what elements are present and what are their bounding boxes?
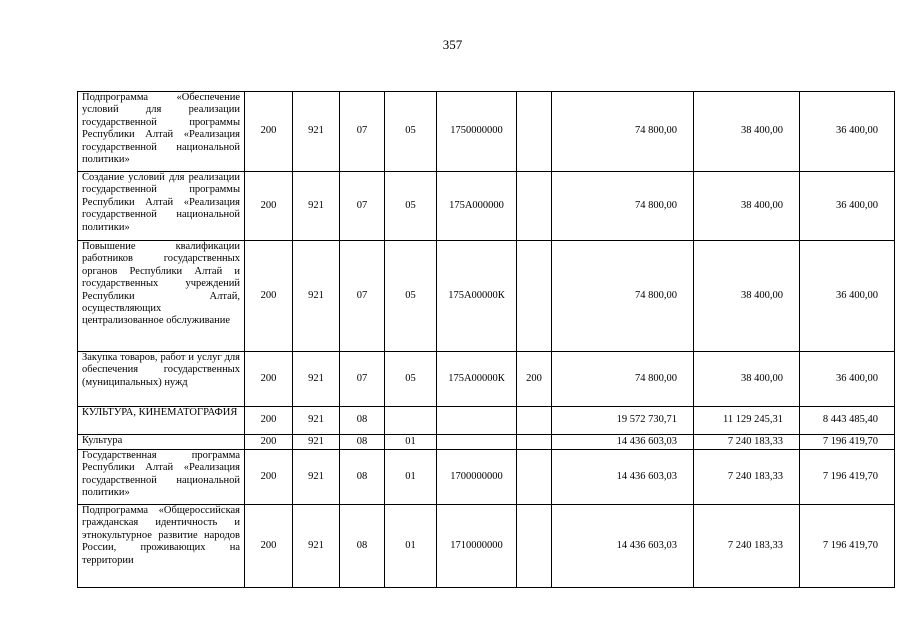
- cell-c3: 07: [340, 241, 385, 352]
- cell-c2: 921: [293, 172, 340, 241]
- cell-v1: 74 800,00: [552, 241, 694, 352]
- cell-v3: 36 400,00: [800, 172, 895, 241]
- cell-c1: 200: [245, 435, 293, 450]
- cell-c1: 200: [245, 172, 293, 241]
- cell-c6: 200: [517, 352, 552, 407]
- cell-v1: 14 436 603,03: [552, 505, 694, 588]
- row-name: Подпрограмма «Общероссийская гражданская идентичность и этнокультурное развитие народов России, проживающих на территории: [78, 505, 245, 588]
- row-name: Подпрограмма «Обеспечение условий для реализации государственной программы Республики Алтай «Реализация государственной национальной политики»: [78, 92, 245, 172]
- cell-c6: [517, 92, 552, 172]
- table-row: [78, 352, 895, 407]
- cell-c1: 200: [245, 407, 293, 435]
- row-name: Закупка товаров, работ и услуг для обеспечения государственных (муниципальных) нужд: [78, 352, 245, 407]
- cell-c5: [437, 407, 517, 435]
- cell-c2: 921: [293, 435, 340, 450]
- cell-v2: 7 240 183,33: [694, 435, 800, 450]
- cell-v1: 74 800,00: [552, 172, 694, 241]
- cell-c5: 175А000000: [437, 172, 517, 241]
- row-name: Создание условий для реализации государственной программы Республики Алтай «Реализация государственной национальной политики»: [78, 172, 245, 241]
- table-row: [78, 450, 895, 505]
- cell-v3: 7 196 419,70: [800, 450, 895, 505]
- cell-c2: 921: [293, 352, 340, 407]
- cell-c4: 05: [385, 352, 437, 407]
- cell-c2: 921: [293, 407, 340, 435]
- cell-c1: 200: [245, 92, 293, 172]
- cell-c4: [385, 407, 437, 435]
- cell-v3: 8 443 485,40: [800, 407, 895, 435]
- table-row: [78, 407, 895, 435]
- cell-c3: 08: [340, 435, 385, 450]
- budget-table: [77, 91, 895, 588]
- cell-c4: 05: [385, 241, 437, 352]
- cell-v2: 38 400,00: [694, 172, 800, 241]
- row-name: КУЛЬТУРА, КИНЕМАТОГРАФИЯ: [78, 407, 245, 435]
- cell-v3: 7 196 419,70: [800, 435, 895, 450]
- cell-c5: 175А00000К: [437, 352, 517, 407]
- cell-c3: 08: [340, 407, 385, 435]
- cell-c6: [517, 450, 552, 505]
- cell-c6: [517, 407, 552, 435]
- cell-c4: 05: [385, 172, 437, 241]
- cell-c5: 175А00000К: [437, 241, 517, 352]
- cell-c5: 1700000000: [437, 450, 517, 505]
- cell-c1: 200: [245, 241, 293, 352]
- cell-c4: 01: [385, 450, 437, 505]
- cell-c1: 200: [245, 505, 293, 588]
- cell-v1: 74 800,00: [552, 352, 694, 407]
- cell-c2: 921: [293, 92, 340, 172]
- cell-v2: 7 240 183,33: [694, 505, 800, 588]
- cell-c3: 07: [340, 172, 385, 241]
- cell-c3: 08: [340, 450, 385, 505]
- row-name: Государственная программа Республики Алтай «Реализация государственной национальной политики»: [78, 450, 245, 505]
- cell-v3: 36 400,00: [800, 352, 895, 407]
- cell-v1: 19 572 730,71: [552, 407, 694, 435]
- cell-v1: 14 436 603,03: [552, 435, 694, 450]
- cell-c3: 08: [340, 505, 385, 588]
- cell-c5: 1750000000: [437, 92, 517, 172]
- cell-v3: 36 400,00: [800, 241, 895, 352]
- cell-c3: 07: [340, 92, 385, 172]
- cell-v1: 74 800,00: [552, 92, 694, 172]
- cell-c3: 07: [340, 352, 385, 407]
- cell-c4: 01: [385, 505, 437, 588]
- page-number: 357: [442, 37, 463, 52]
- row-name: Культура: [78, 435, 245, 450]
- cell-c1: 200: [245, 352, 293, 407]
- cell-c2: 921: [293, 505, 340, 588]
- cell-c6: [517, 505, 552, 588]
- row-name: Повышение квалификации работников государственных органов Республики Алтай и государственных учреждений Республики Алтай, осуществляющих централизованное обслуживание: [78, 241, 245, 352]
- cell-c4: 01: [385, 435, 437, 450]
- cell-c6: [517, 435, 552, 450]
- cell-c6: [517, 172, 552, 241]
- table-row: [78, 241, 895, 352]
- cell-c6: [517, 241, 552, 352]
- cell-v3: 36 400,00: [800, 92, 895, 172]
- table-row: [78, 92, 895, 172]
- cell-c2: 921: [293, 241, 340, 352]
- cell-c2: 921: [293, 450, 340, 505]
- cell-c5: 1710000000: [437, 505, 517, 588]
- cell-c1: 200: [245, 450, 293, 505]
- cell-v2: 38 400,00: [694, 352, 800, 407]
- cell-v2: 7 240 183,33: [694, 450, 800, 505]
- cell-v3: 7 196 419,70: [800, 505, 895, 588]
- cell-v2: 38 400,00: [694, 92, 800, 172]
- cell-v1: 14 436 603,03: [552, 450, 694, 505]
- cell-v2: 11 129 245,31: [694, 407, 800, 435]
- table-row: [78, 505, 895, 588]
- table-row: [78, 435, 895, 450]
- cell-c5: [437, 435, 517, 450]
- cell-c4: 05: [385, 92, 437, 172]
- cell-v2: 38 400,00: [694, 241, 800, 352]
- table-row: [78, 172, 895, 241]
